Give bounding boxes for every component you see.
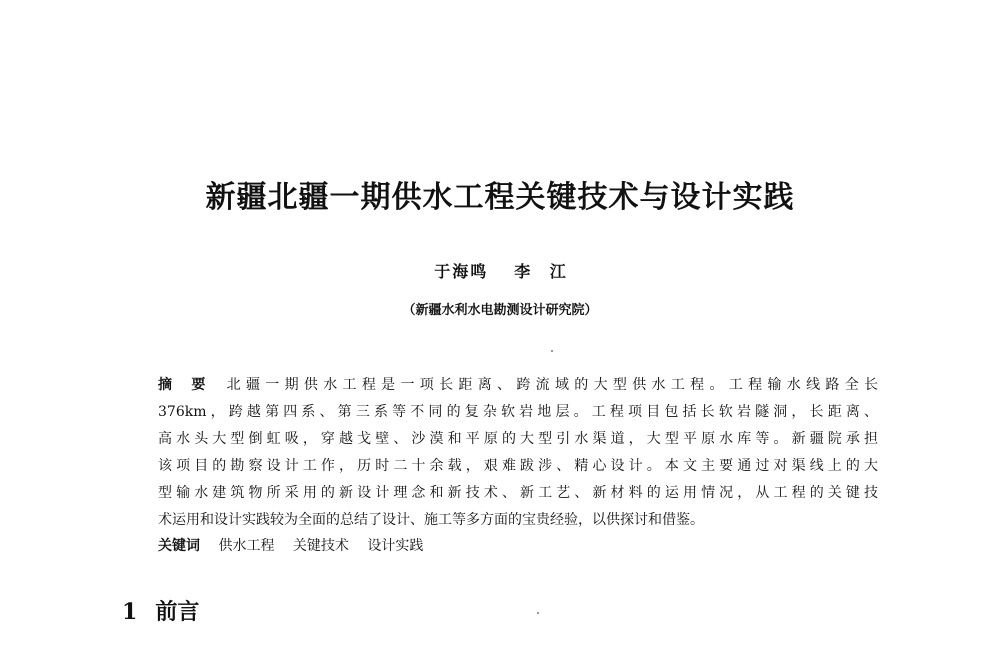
author-affiliation: （新疆水利水电勘测设计研究院） bbox=[402, 303, 598, 318]
paper-title: 新疆北疆一期供水工程关键技术与设计实践 bbox=[205, 180, 795, 215]
abstract-label: 摘要 bbox=[158, 377, 225, 393]
keyword: 设计实践 bbox=[367, 538, 424, 554]
abstract-line: 376km，跨越第四系、第三系等不同的复杂软岩地层。工程项目包括长软岩隧洞，长距离、 bbox=[158, 404, 878, 420]
author-list bbox=[0, 262, 1000, 282]
abstract-line: 术运用和设计实践较为全面的总结了设计、施工等多方面的宝贵经验，以供探讨和借鉴。 bbox=[158, 512, 704, 528]
abstract-block bbox=[158, 372, 878, 534]
scan-speck bbox=[551, 350, 553, 352]
abstract-line: 该项目的勘察设计工作，历时二十余载，艰难跋涉、精心设计。本文主要通过对渠线上的大 bbox=[158, 458, 878, 474]
keywords-label: 关键词 bbox=[158, 538, 200, 554]
section-title: 前言 bbox=[155, 599, 200, 625]
author-name: 李 江 bbox=[514, 262, 566, 281]
scan-speck bbox=[537, 612, 539, 614]
keyword: 供水工程 bbox=[218, 538, 275, 554]
abstract-text: 北疆一期供水工程是一项长距离、跨流域的大型供水工程。工程输水线路全长 bbox=[226, 377, 879, 393]
abstract-line: 型输水建筑物所采用的新设计理念和新技术、新工艺、新材料的运用情况，从工程的关键技 bbox=[158, 485, 878, 501]
section-heading bbox=[122, 597, 199, 627]
section-number: 1 bbox=[122, 599, 138, 625]
abstract-line bbox=[158, 372, 878, 399]
keywords-line bbox=[158, 533, 437, 560]
keyword: 关键技术 bbox=[292, 538, 349, 554]
abstract-line: 高水头大型倒虹吸，穿越戈壁、沙漠和平原的大型引水渠道，大型平原水库等。新疆院承担 bbox=[158, 431, 878, 447]
author-name: 于海鸣 bbox=[434, 262, 489, 281]
